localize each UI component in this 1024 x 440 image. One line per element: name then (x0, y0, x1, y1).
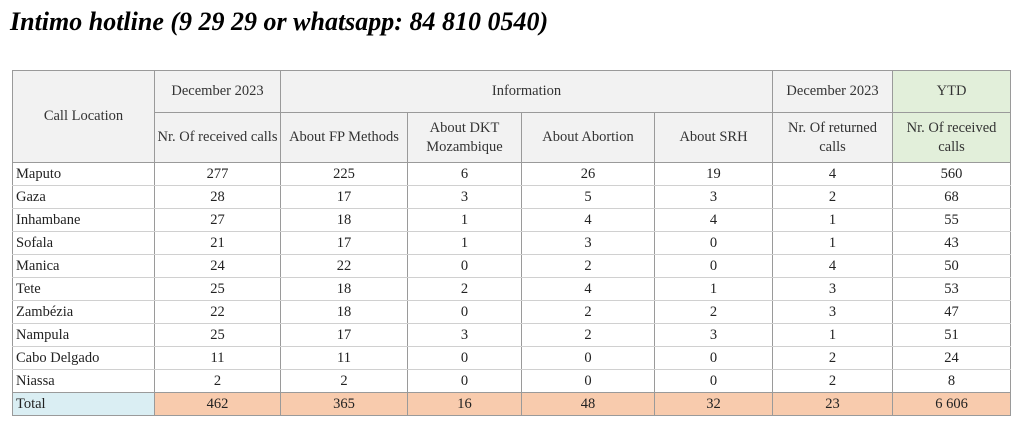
total-ytd-received-calls: 6 606 (893, 393, 1011, 416)
cell-ytd-received-calls: 68 (893, 186, 1011, 209)
row-location: Maputo (13, 163, 155, 186)
header-december-2023-received: December 2023 (155, 71, 281, 113)
table-row (13, 255, 1011, 278)
cell-ytd-received-calls: 51 (893, 324, 1011, 347)
cell-ytd-received-calls: 50 (893, 255, 1011, 278)
table-row (13, 370, 1011, 393)
table-row (13, 278, 1011, 301)
cell-about-dkt-mozambique: 1 (408, 232, 522, 255)
total-received-calls: 462 (155, 393, 281, 416)
cell-ytd-received-calls: 560 (893, 163, 1011, 186)
cell-received-calls: 24 (155, 255, 281, 278)
hotline-calls-table (12, 70, 1011, 416)
total-label: Total (13, 393, 155, 416)
page-title: Intimo hotline (9 29 29 or whatsapp: 84 810 0540) (10, 7, 549, 36)
table-row (13, 209, 1011, 232)
cell-about-abortion: 2 (522, 301, 655, 324)
cell-returned-calls: 3 (773, 301, 893, 324)
total-row (13, 393, 1011, 416)
cell-returned-calls: 4 (773, 255, 893, 278)
cell-about-fp-methods: 17 (281, 232, 408, 255)
table-row (13, 324, 1011, 347)
cell-about-fp-methods: 2 (281, 370, 408, 393)
header-information: Information (281, 71, 773, 113)
row-location: Tete (13, 278, 155, 301)
total-returned-calls: 23 (773, 393, 893, 416)
total-about-abortion: 48 (522, 393, 655, 416)
cell-returned-calls: 2 (773, 347, 893, 370)
header-ytd-received-calls: Nr. Of received calls (893, 113, 1011, 163)
header-row-sub (13, 113, 1011, 163)
cell-returned-calls: 2 (773, 370, 893, 393)
total-about-srh: 32 (655, 393, 773, 416)
table-header (13, 71, 1011, 163)
cell-about-srh: 3 (655, 324, 773, 347)
cell-about-dkt-mozambique: 0 (408, 347, 522, 370)
cell-about-srh: 2 (655, 301, 773, 324)
cell-ytd-received-calls: 47 (893, 301, 1011, 324)
cell-about-abortion: 2 (522, 255, 655, 278)
cell-about-abortion: 3 (522, 232, 655, 255)
cell-about-dkt-mozambique: 2 (408, 278, 522, 301)
cell-about-fp-methods: 22 (281, 255, 408, 278)
cell-returned-calls: 1 (773, 324, 893, 347)
total-about-dkt-mozambique: 16 (408, 393, 522, 416)
row-location: Zambézia (13, 301, 155, 324)
cell-ytd-received-calls: 53 (893, 278, 1011, 301)
table-row (13, 186, 1011, 209)
total-about-fp-methods: 365 (281, 393, 408, 416)
row-location: Sofala (13, 232, 155, 255)
cell-about-srh: 0 (655, 347, 773, 370)
table-row (13, 301, 1011, 324)
table-footer (13, 393, 1011, 416)
cell-about-fp-methods: 18 (281, 209, 408, 232)
header-about-fp-methods: About FP Methods (281, 113, 408, 163)
cell-received-calls: 28 (155, 186, 281, 209)
cell-about-abortion: 4 (522, 209, 655, 232)
header-call-location: Call Location (13, 71, 155, 163)
table-row (13, 163, 1011, 186)
row-location: Niassa (13, 370, 155, 393)
cell-about-srh: 0 (655, 370, 773, 393)
row-location: Inhambane (13, 209, 155, 232)
cell-received-calls: 277 (155, 163, 281, 186)
header-row-top (13, 71, 1011, 113)
cell-about-abortion: 2 (522, 324, 655, 347)
cell-about-fp-methods: 17 (281, 324, 408, 347)
cell-about-abortion: 0 (522, 370, 655, 393)
cell-about-fp-methods: 225 (281, 163, 408, 186)
header-about-abortion: About Abortion (522, 113, 655, 163)
cell-returned-calls: 1 (773, 209, 893, 232)
cell-ytd-received-calls: 55 (893, 209, 1011, 232)
cell-received-calls: 25 (155, 278, 281, 301)
header-ytd: YTD (893, 71, 1011, 113)
cell-about-dkt-mozambique: 3 (408, 186, 522, 209)
cell-about-dkt-mozambique: 0 (408, 301, 522, 324)
cell-received-calls: 25 (155, 324, 281, 347)
row-location: Gaza (13, 186, 155, 209)
cell-ytd-received-calls: 8 (893, 370, 1011, 393)
cell-received-calls: 21 (155, 232, 281, 255)
cell-about-dkt-mozambique: 0 (408, 370, 522, 393)
cell-about-srh: 0 (655, 232, 773, 255)
cell-about-srh: 19 (655, 163, 773, 186)
cell-received-calls: 11 (155, 347, 281, 370)
cell-received-calls: 2 (155, 370, 281, 393)
cell-about-dkt-mozambique: 0 (408, 255, 522, 278)
header-about-srh: About SRH (655, 113, 773, 163)
row-location: Cabo Delgado (13, 347, 155, 370)
cell-ytd-received-calls: 43 (893, 232, 1011, 255)
cell-about-srh: 0 (655, 255, 773, 278)
header-returned-calls: Nr. Of returned calls (773, 113, 893, 163)
cell-about-abortion: 5 (522, 186, 655, 209)
cell-about-abortion: 0 (522, 347, 655, 370)
table-row (13, 232, 1011, 255)
cell-about-fp-methods: 17 (281, 186, 408, 209)
cell-about-srh: 4 (655, 209, 773, 232)
header-december-2023-returned: December 2023 (773, 71, 893, 113)
cell-about-fp-methods: 18 (281, 278, 408, 301)
cell-about-dkt-mozambique: 1 (408, 209, 522, 232)
cell-ytd-received-calls: 24 (893, 347, 1011, 370)
cell-received-calls: 27 (155, 209, 281, 232)
row-location: Nampula (13, 324, 155, 347)
header-received-calls: Nr. Of received calls (155, 113, 281, 163)
table-body (13, 163, 1011, 393)
cell-about-srh: 1 (655, 278, 773, 301)
row-location: Manica (13, 255, 155, 278)
cell-returned-calls: 1 (773, 232, 893, 255)
cell-about-srh: 3 (655, 186, 773, 209)
cell-returned-calls: 4 (773, 163, 893, 186)
cell-about-abortion: 4 (522, 278, 655, 301)
cell-returned-calls: 2 (773, 186, 893, 209)
cell-returned-calls: 3 (773, 278, 893, 301)
cell-about-fp-methods: 11 (281, 347, 408, 370)
cell-about-dkt-mozambique: 6 (408, 163, 522, 186)
cell-about-dkt-mozambique: 3 (408, 324, 522, 347)
header-about-dkt-mozambique: About DKT Mozambique (408, 113, 522, 163)
table-row (13, 347, 1011, 370)
cell-received-calls: 22 (155, 301, 281, 324)
cell-about-fp-methods: 18 (281, 301, 408, 324)
cell-about-abortion: 26 (522, 163, 655, 186)
